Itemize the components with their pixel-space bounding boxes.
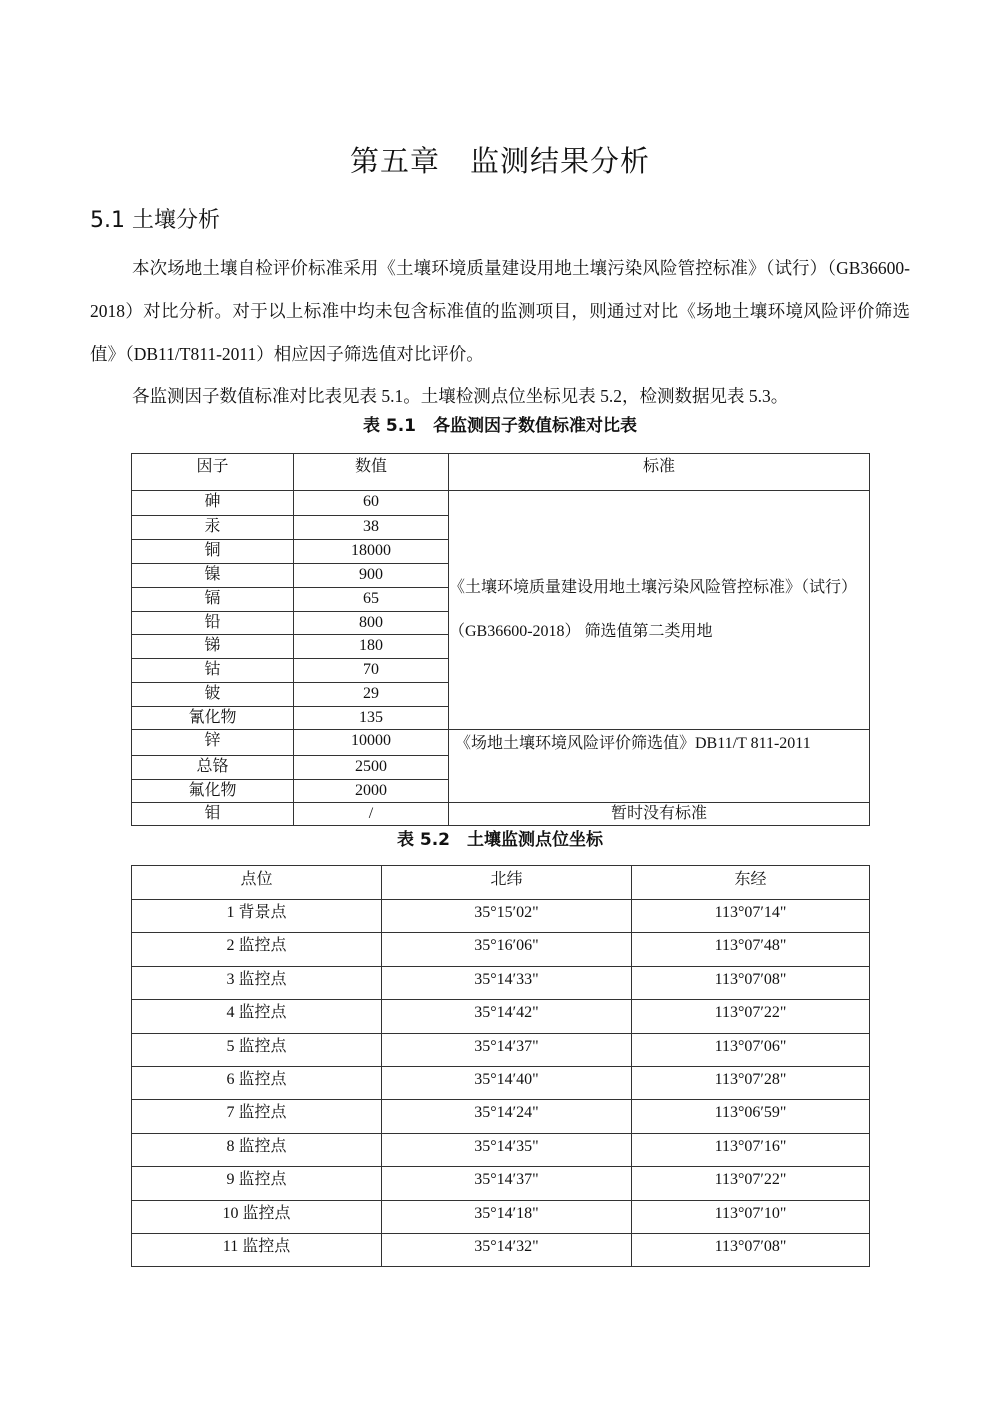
longitude-cell: 113°07′28" bbox=[632, 1066, 870, 1099]
value-cell: 10000 bbox=[294, 730, 449, 756]
latitude-cell: 35°14′33" bbox=[382, 966, 632, 999]
header-point: 点位 bbox=[132, 866, 382, 900]
point-cell: 2 监控点 bbox=[132, 933, 382, 966]
point-cell: 8 监控点 bbox=[132, 1133, 382, 1166]
point-cell: 4 监控点 bbox=[132, 1000, 382, 1033]
value-cell: 29 bbox=[294, 683, 449, 707]
chapter-number: 第五章 bbox=[349, 144, 440, 179]
header-latitude: 北纬 bbox=[382, 866, 632, 900]
paragraph-table-refs: 各监测因子数值标准对比表见表 5.1。土壤检测点位坐标见表 5.2，检测数据见表 5.3。 bbox=[132, 385, 789, 406]
longitude-cell: 113°07′22" bbox=[632, 1000, 870, 1033]
chapter-title bbox=[0, 141, 1000, 181]
value-cell: 900 bbox=[294, 564, 449, 588]
value-cell: 60 bbox=[294, 491, 449, 516]
factor-cell: 铜 bbox=[132, 540, 294, 564]
table-row bbox=[132, 491, 870, 516]
header-standard: 标准 bbox=[449, 454, 870, 491]
monitoring-point-coordinates-table bbox=[131, 865, 870, 1267]
latitude-cell: 35°14′32" bbox=[382, 1233, 632, 1266]
table-header-row bbox=[132, 454, 870, 491]
point-cell: 9 监控点 bbox=[132, 1167, 382, 1200]
longitude-cell: 113°06′59" bbox=[632, 1100, 870, 1133]
factor-cell: 氰化物 bbox=[132, 707, 294, 730]
table-row bbox=[132, 1066, 870, 1099]
value-cell: 2500 bbox=[294, 756, 449, 780]
latitude-cell: 35°14′24" bbox=[382, 1100, 632, 1133]
value-cell: 70 bbox=[294, 659, 449, 683]
value-cell: 800 bbox=[294, 612, 449, 635]
latitude-cell: 35°14′37" bbox=[382, 1033, 632, 1066]
chapter-name: 监测结果分析 bbox=[470, 144, 651, 179]
value-cell: / bbox=[294, 803, 449, 826]
point-cell: 1 背景点 bbox=[132, 900, 382, 933]
point-cell: 6 监控点 bbox=[132, 1066, 382, 1099]
table-row bbox=[132, 1000, 870, 1033]
factor-cell: 汞 bbox=[132, 516, 294, 540]
value-cell: 65 bbox=[294, 588, 449, 612]
factor-cell: 钼 bbox=[132, 803, 294, 826]
factor-cell: 铅 bbox=[132, 612, 294, 635]
table1-caption: 表 5.1 各监测因子数值标准对比表 bbox=[362, 416, 638, 436]
longitude-cell: 113°07′06" bbox=[632, 1033, 870, 1066]
factor-cell: 铍 bbox=[132, 683, 294, 707]
latitude-cell: 35°14′40" bbox=[382, 1066, 632, 1099]
longitude-cell: 113°07′10" bbox=[632, 1200, 870, 1233]
longitude-cell: 113°07′48" bbox=[632, 933, 870, 966]
latitude-cell: 35°14′37" bbox=[382, 1167, 632, 1200]
value-cell: 180 bbox=[294, 635, 449, 659]
table-row bbox=[132, 730, 870, 756]
latitude-cell: 35°14′18" bbox=[382, 1200, 632, 1233]
point-cell: 7 监控点 bbox=[132, 1100, 382, 1133]
value-cell: 135 bbox=[294, 707, 449, 730]
table-row bbox=[132, 966, 870, 999]
longitude-cell: 113°07′16" bbox=[632, 1133, 870, 1166]
table-row bbox=[132, 1033, 870, 1066]
table-row bbox=[132, 803, 870, 826]
longitude-cell: 113°07′08" bbox=[632, 1233, 870, 1266]
table-row bbox=[132, 1200, 870, 1233]
table-row bbox=[132, 1100, 870, 1133]
factor-cell: 钴 bbox=[132, 659, 294, 683]
longitude-cell: 113°07′08" bbox=[632, 966, 870, 999]
point-cell: 3 监控点 bbox=[132, 966, 382, 999]
standard-cell-db11: 《场地土壤环境风险评价筛选值》DB11/T 811-2011 bbox=[449, 730, 870, 803]
point-cell: 5 监控点 bbox=[132, 1033, 382, 1066]
table-header-row bbox=[132, 866, 870, 900]
paragraph-standards: 本次场地土壤自检评价标准采用《土壤环境质量建设用地土壤污染风险管控标准》（试行）（GB36600-2018）对比分析。对于以上标准中均未包含标准值的监测项目，则通过对比《场地土壤环境风险评价筛选值》（DB11/T811-2011）相应因子筛选值对比评价。 bbox=[90, 257, 910, 364]
factor-cell: 砷 bbox=[132, 491, 294, 516]
header-longitude: 东经 bbox=[632, 866, 870, 900]
point-cell: 11 监控点 bbox=[132, 1233, 382, 1266]
section-heading: 5.1 土壤分析 bbox=[90, 208, 220, 234]
latitude-cell: 35°14′35" bbox=[382, 1133, 632, 1166]
standard-cell-none: 暂时没有标准 bbox=[449, 803, 870, 826]
factor-standard-table bbox=[131, 453, 870, 826]
value-cell: 38 bbox=[294, 516, 449, 540]
standard-cell-gb36600: 《土壤环境质量建设用地土壤污染风险管控标准》（试行）（GB36600-2018） 筛选值第二类用地 bbox=[449, 491, 870, 730]
table-row bbox=[132, 900, 870, 933]
value-cell: 18000 bbox=[294, 540, 449, 564]
longitude-cell: 113°07′22" bbox=[632, 1167, 870, 1200]
header-factor: 因子 bbox=[132, 454, 294, 491]
value-cell: 2000 bbox=[294, 780, 449, 803]
table2-caption: 表 5.2 土壤监测点位坐标 bbox=[396, 830, 604, 850]
factor-cell: 镉 bbox=[132, 588, 294, 612]
table-row bbox=[132, 1233, 870, 1266]
factor-cell: 氟化物 bbox=[132, 780, 294, 803]
factor-cell: 锌 bbox=[132, 730, 294, 756]
factor-cell: 镍 bbox=[132, 564, 294, 588]
point-cell: 10 监控点 bbox=[132, 1200, 382, 1233]
table-row bbox=[132, 933, 870, 966]
table-row bbox=[132, 1133, 870, 1166]
longitude-cell: 113°07′14" bbox=[632, 900, 870, 933]
latitude-cell: 35°15′02" bbox=[382, 900, 632, 933]
latitude-cell: 35°16′06" bbox=[382, 933, 632, 966]
factor-cell: 总铬 bbox=[132, 756, 294, 780]
latitude-cell: 35°14′42" bbox=[382, 1000, 632, 1033]
table-row bbox=[132, 1167, 870, 1200]
header-value: 数值 bbox=[294, 454, 449, 491]
factor-cell: 锑 bbox=[132, 635, 294, 659]
